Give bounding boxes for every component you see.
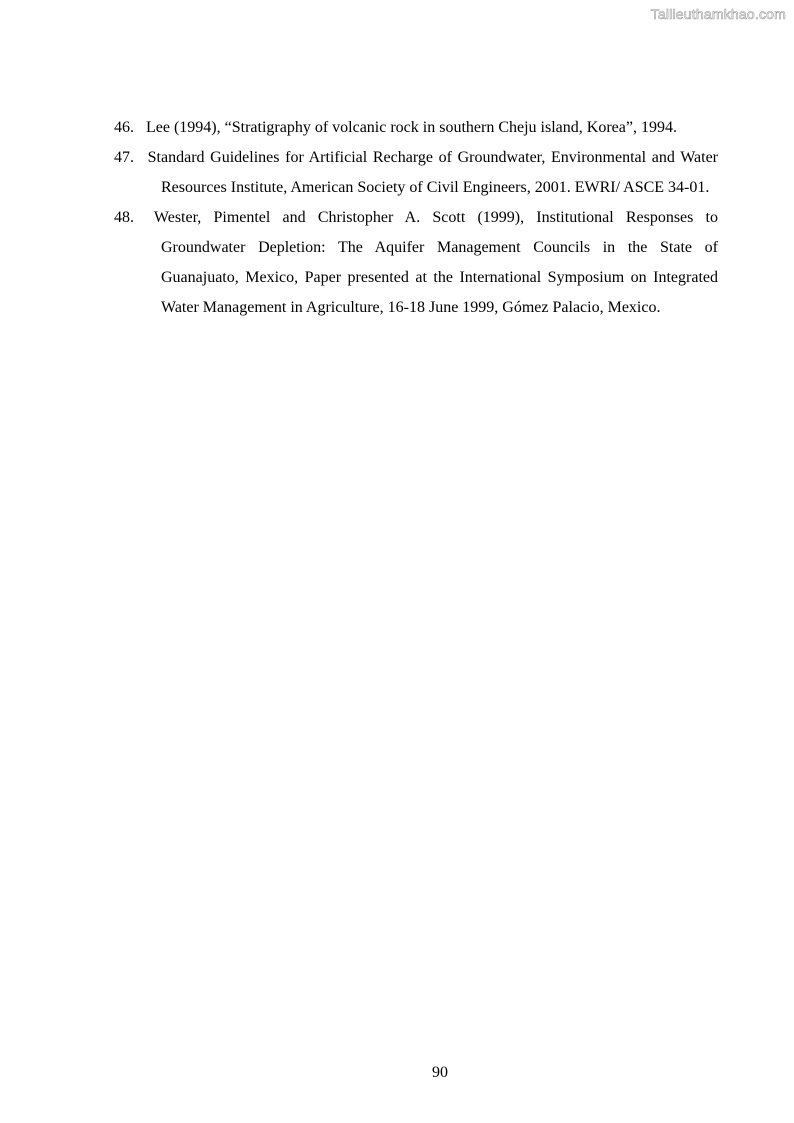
reference-list	[114, 113, 718, 323]
reference-item	[114, 203, 718, 323]
reference-number: 47.	[114, 149, 134, 166]
reference-text: Standard Guidelines for Artificial Recharge of Groundwater, Environmental and Water Resources Institute, American Society of Civil Engineers, 2001. EWRI/ ASCE 34-01.	[147, 149, 719, 196]
watermark: Tailieuthamkhao.com	[650, 6, 786, 22]
reference-text: Wester, Pimentel and Christopher A. Scott (1999), Institutional Responses to Groundwater Depletion: The Aquifer Management Councils in the State of Guanajuato, Mexico, Paper presented at the International Symposium on Integrated Water Management in Agriculture, 16-18 June 1999, Gómez Palacio, Mexico.	[153, 209, 718, 316]
reference-text: Lee (1994), “Stratigraphy of volcanic rock in southern Cheju island, Korea”, 1994.	[146, 119, 677, 136]
reference-number: 46.	[114, 119, 134, 136]
reference-item	[114, 113, 718, 143]
page-number: 90	[432, 1064, 448, 1081]
reference-number: 48.	[114, 209, 134, 226]
reference-item	[114, 143, 718, 203]
